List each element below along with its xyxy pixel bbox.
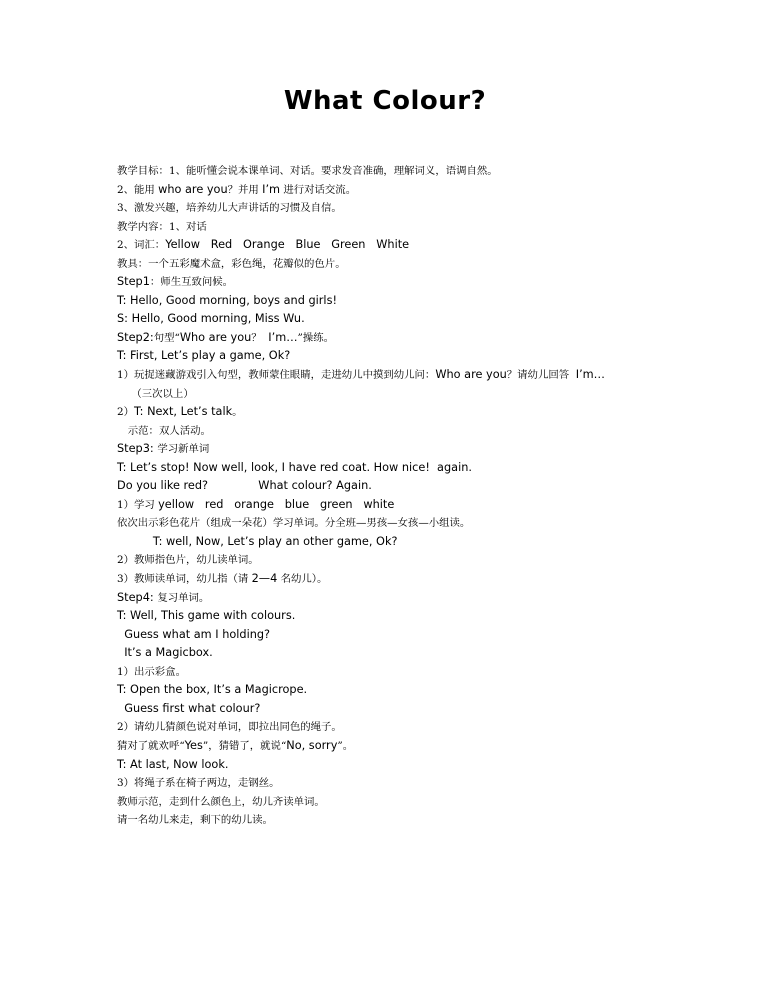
text-run: ”。 — [337, 739, 354, 752]
text-run: 2）教师指色片，幼儿读单词。 — [117, 554, 259, 567]
text-run: ：师生互致问候。 — [149, 276, 234, 289]
text-run: 1）玩捉迷藏游戏引入句型，教师蒙住眼睛，走进幼儿中摸到幼儿问： — [117, 369, 436, 382]
text-run: Step4: — [117, 590, 158, 604]
text-run: T: First, Let’s play a game, Ok? — [117, 349, 291, 363]
text-run: Who are you — [435, 368, 507, 382]
text-line — [117, 198, 677, 217]
text-run: Guess what am I holding? — [124, 627, 271, 641]
text-line — [117, 792, 677, 811]
text-line — [117, 235, 677, 254]
text-run: T: Open the box, It’s a Magicrope. — [117, 683, 308, 697]
document-body — [117, 161, 677, 829]
text-line — [117, 699, 677, 718]
text-run: It’s a Magicbox. — [124, 646, 213, 660]
text-line — [117, 402, 677, 421]
text-line — [117, 254, 677, 273]
text-line — [117, 328, 677, 347]
text-run: 教学内容：1、对话 — [117, 220, 207, 233]
text-run: 2—4 — [251, 572, 278, 586]
text-run: Yellow Red Orange Blue Green White — [165, 238, 410, 252]
text-run: T: Well, This game with colours. — [117, 609, 296, 623]
text-run: 教学目标：1、能听懂会说本课单词、对话。要求发音准确，理解词义，语调自然。 — [117, 165, 498, 177]
text-line — [117, 680, 677, 699]
text-line — [117, 365, 677, 384]
text-run: T: At last, Now look. — [117, 757, 229, 771]
text-run: 2） — [117, 406, 135, 419]
text-line — [117, 717, 677, 736]
text-run: 2、词汇： — [117, 239, 166, 252]
text-line — [117, 569, 677, 588]
text-run: ？ — [251, 331, 269, 344]
text-run: Step3: — [117, 442, 158, 456]
text-run: 1）出示彩盒。 — [117, 665, 186, 678]
text-line — [117, 217, 677, 236]
text-line — [117, 643, 677, 662]
text-line — [117, 384, 677, 403]
text-line — [117, 755, 677, 774]
text-line — [117, 291, 677, 310]
text-run: 名幼儿）。 — [277, 573, 328, 586]
text-run: 2）请幼儿猜颜色说对单词，即拉出同色的绳子。 — [117, 721, 342, 734]
text-run: 示范：双人活动。 — [127, 424, 211, 437]
text-line — [117, 180, 677, 199]
text-line — [117, 309, 677, 328]
text-line — [117, 476, 677, 495]
document-title: What Colour? — [283, 86, 487, 116]
text-line — [117, 513, 677, 532]
text-line — [117, 272, 677, 291]
text-run: 复习单词。 — [157, 591, 210, 604]
text-run: T: Let’s stop! Now well, look, I have red coat. How nice! again. — [117, 460, 472, 474]
text-run: ？请幼儿回答 — [506, 369, 576, 382]
line-indent — [117, 387, 131, 400]
text-run: who are you — [158, 182, 228, 196]
text-run: 教师示范，走到什么颜色上，幼儿齐读单词。 — [117, 795, 325, 808]
text-line — [117, 625, 677, 644]
text-run: 3、激发兴趣，培养幼儿大声讲话的习惯及自信。 — [117, 202, 342, 215]
text-run: T: Next, Let’s talk — [134, 405, 233, 419]
text-run: 进行对话交流。 — [280, 183, 357, 196]
line-indent — [117, 424, 128, 437]
text-run: I’m — [262, 182, 281, 196]
text-run: Guess first what colour? — [124, 701, 261, 715]
text-run: T: Hello, Good morning, boys and girls! — [117, 293, 337, 307]
text-run: 3）将绳子系在椅子两边，走钢丝。 — [117, 777, 280, 790]
text-run: yellow red orange blue green white — [158, 497, 395, 511]
text-run: Do you like red? What colour? Again. — [117, 479, 372, 493]
text-run: （三次以上） — [131, 387, 194, 400]
text-line — [117, 662, 677, 681]
text-run: 。 — [232, 406, 243, 419]
text-run: 句型“ — [153, 331, 180, 344]
text-run: Who are you — [179, 330, 252, 344]
text-line — [117, 588, 677, 607]
text-run: S: Hello, Good morning, Miss Wu. — [117, 312, 305, 326]
text-run: ”操练。 — [297, 331, 334, 344]
text-line — [117, 773, 677, 792]
text-run: 1）学习 — [117, 498, 159, 511]
line-indent — [117, 535, 153, 548]
text-line — [117, 606, 677, 625]
text-line — [117, 458, 677, 477]
text-run: 2、能用 — [117, 183, 159, 196]
text-run: 学习新单词 — [157, 443, 210, 456]
text-run: 3）教师读单词，幼儿指（请 — [117, 573, 252, 586]
text-run: 依次出示彩色花片（组成一朵花）学习单词。分全班—男孩—女孩—小组读。 — [117, 517, 471, 530]
text-run: 请一名幼儿来走，剩下的幼儿读。 — [117, 814, 273, 827]
text-line — [117, 421, 677, 440]
text-line — [117, 346, 677, 365]
text-line — [117, 736, 677, 755]
text-line — [117, 495, 677, 514]
text-run: 猜对了就欢呼“ — [117, 739, 185, 752]
text-run: Step1 — [117, 275, 150, 289]
text-run: I’m… — [575, 368, 605, 382]
text-line — [117, 550, 677, 569]
text-run: T: well, Now, Let’s play an other game, Ok? — [152, 534, 398, 548]
text-line — [117, 439, 677, 458]
text-run: Step2: — [117, 330, 154, 344]
text-run: 教具：一个五彩魔术盒，彩色绳，花瓣似的色片。 — [117, 257, 346, 270]
text-run: Yes — [184, 738, 203, 752]
text-line — [117, 532, 677, 551]
text-line — [117, 161, 677, 180]
text-run: No, sorry — [286, 738, 338, 752]
text-run: I’m… — [268, 330, 298, 344]
text-run: ”，猜错了，就说“ — [202, 739, 287, 752]
text-line — [117, 810, 677, 829]
text-run: ？并用 — [227, 183, 263, 196]
